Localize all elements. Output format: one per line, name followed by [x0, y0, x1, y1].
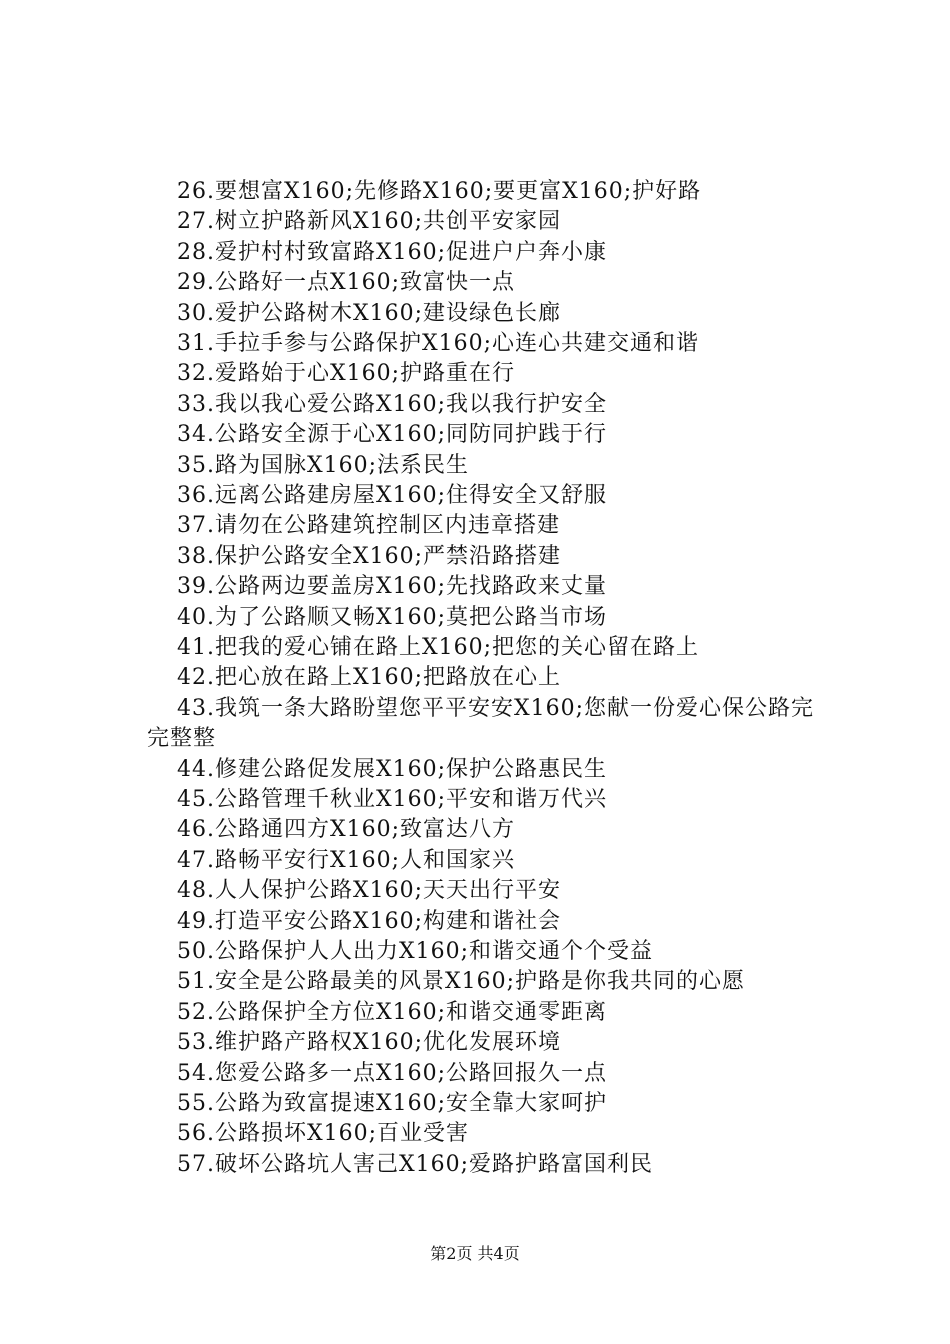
list-item: 30.爱护公路树木X160;建设绿色长廊	[177, 301, 562, 326]
list-item: 53.维护路产路权X160;优化发展环境	[177, 1030, 562, 1055]
list-item: 43.我筑一条大路盼望您平平安安X160;您献一份爱心保公路完完整整	[147, 696, 815, 751]
list-item: 55.公路为致富提速X160;安全靠大家呵护	[177, 1091, 608, 1116]
list-item: 41.把我的爱心铺在路上X160;把您的关心留在路上	[177, 635, 700, 660]
list-item: 50.公路保护人人出力X160;和谐交通个个受益	[177, 939, 654, 964]
list-item: 34.公路安全源于心X160;同防同护践于行	[177, 422, 608, 447]
list-item: 44.修建公路促发展X160;保护公路惠民生	[177, 757, 608, 782]
list-item: 37.请勿在公路建筑控制区内违章搭建	[177, 513, 560, 538]
list-item: 36.远离公路建房屋X160;住得安全又舒服	[177, 483, 608, 508]
list-item: 46.公路通四方X160;致富达八方	[177, 817, 516, 842]
list-item: 49.打造平安公路X160;构建和谐社会	[177, 909, 562, 934]
page-number-footer: 第2页 共4页	[430, 1244, 520, 1263]
list-item: 47.路畅平安行X160;人和国家兴	[177, 848, 516, 873]
list-item: 32.爱路始于心X160;护路重在行	[177, 361, 516, 386]
list-item: 31.手拉手参与公路保护X160;心连心共建交通和谐	[177, 331, 700, 356]
list-item: 35.路为国脉X160;法系民生	[177, 453, 470, 478]
list-item: 27.树立护路新风X160;共创平安家园	[177, 209, 562, 234]
list-item: 26.要想富X160;先修路X160;要更富X160;护好路	[177, 179, 702, 204]
list-item: 54.您爱公路多一点X160;公路回报久一点	[177, 1061, 608, 1086]
list-item: 48.人人保护公路X160;天天出行平安	[177, 878, 562, 903]
list-item: 33.我以我心爱公路X160;我以我行护安全	[177, 392, 608, 417]
list-item: 52.公路保护全方位X160;和谐交通零距离	[177, 1000, 608, 1025]
list-item: 29.公路好一点X160;致富快一点	[177, 270, 516, 295]
list-item: 45.公路管理千秋业X160;平安和谐万代兴	[177, 787, 608, 812]
list-item: 57.破坏公路坑人害己X160;爱路护路富国利民	[177, 1152, 654, 1177]
list-item: 56.公路损坏X160;百业受害	[177, 1121, 470, 1146]
list-item: 40.为了公路顺又畅X160;莫把公路当市场	[177, 605, 608, 630]
list-item: 39.公路两边要盖房X160;先找路政来丈量	[177, 574, 608, 599]
list-item: 28.爱护村村致富路X160;促进户户奔小康	[177, 240, 608, 265]
list-item: 38.保护公路安全X160;严禁沿路搭建	[177, 544, 562, 569]
list-item: 51.安全是公路最美的风景X160;护路是你我共同的心愿	[177, 969, 746, 994]
list-item: 42.把心放在路上X160;把路放在心上	[177, 665, 562, 690]
